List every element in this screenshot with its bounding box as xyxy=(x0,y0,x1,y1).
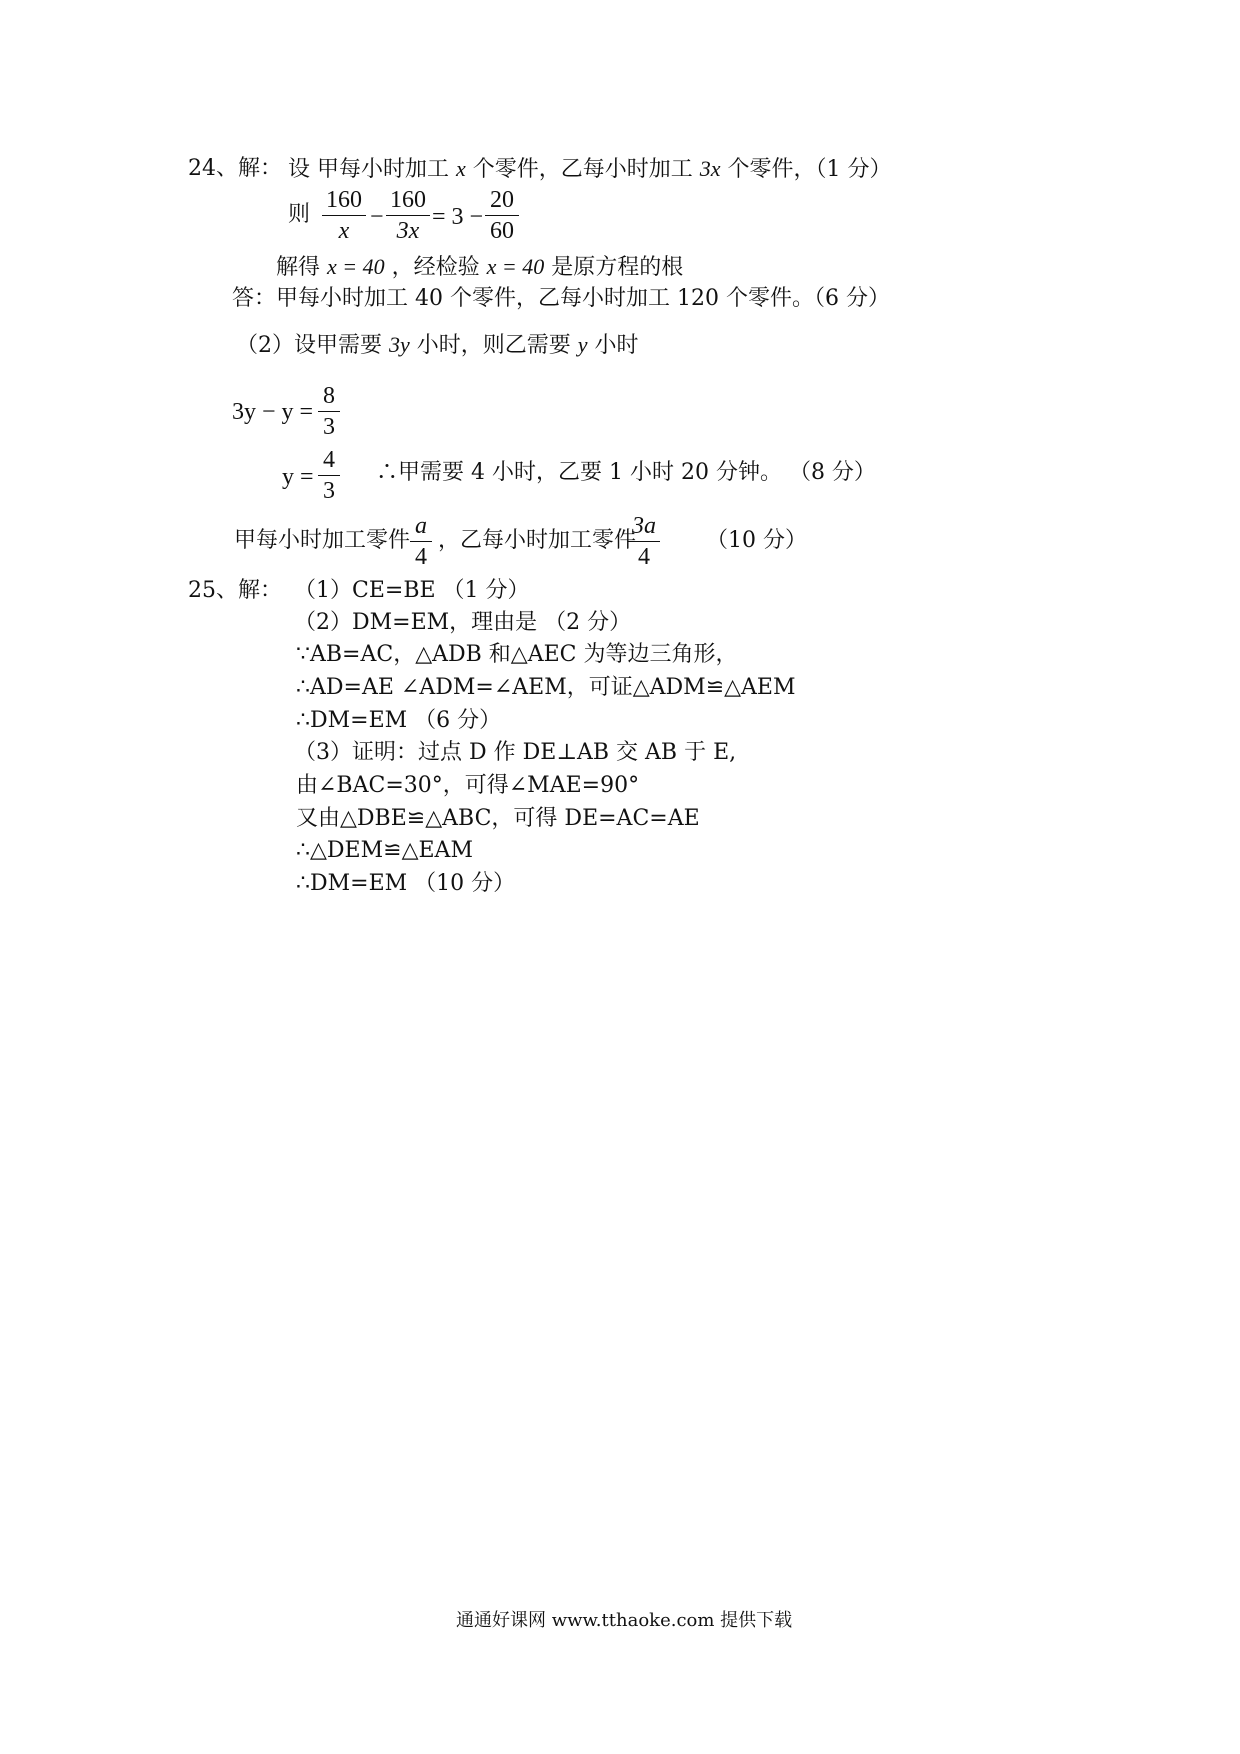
q24-eq3-fraction xyxy=(318,448,340,503)
q24-var-x: x xyxy=(456,156,466,181)
q25-line: ∴DM=EM （10 分） xyxy=(296,871,516,896)
q24-eq2-num: 8 xyxy=(323,383,335,409)
q24-solve-eq-1: x = 40 xyxy=(327,254,385,279)
q24-frac2-den: 3x xyxy=(396,218,420,244)
q24-frac3-num: 20 xyxy=(490,187,514,213)
q24-eq1-minus: − xyxy=(370,204,384,230)
q24-eq3-den: 3 xyxy=(323,478,335,504)
q24-frac1-num: 160 xyxy=(326,187,362,213)
q24-var-3x: 3x xyxy=(699,156,721,181)
q24-part2-line xyxy=(236,334,639,357)
q25-line: ∴AD=AE ∠ADM=∠AEM，可证△ADM≌△AEM xyxy=(296,675,796,700)
q24-setup-text-1: 设 甲每小时加工 xyxy=(288,157,449,182)
q24-last-score: （10 分） xyxy=(706,528,807,553)
q24-frac3-den: 60 xyxy=(490,218,514,244)
q24-eq2-fraction xyxy=(318,384,340,439)
q24-part2-text-2: 小时，则乙需要 xyxy=(416,333,571,358)
q25-line: 又由△DBE≌△ABC，可得 DE=AC=AE xyxy=(296,806,700,831)
q25-line: （3）证明：过点 D 作 DE⊥AB 交 AB 于 E, xyxy=(294,740,737,765)
q24-eq3-lhs: y = xyxy=(282,464,314,490)
q24-last-text-2: ，乙每小时加工零件 xyxy=(438,528,637,553)
q24-eq2-lhs: 3y − y = xyxy=(232,399,314,425)
q24-setup-line xyxy=(288,158,892,181)
q24-header: 24、解： xyxy=(188,156,282,181)
q24-part2-text-1: （2）设甲需要 xyxy=(236,333,382,358)
q24-setup-text-3: 个零件，（1 分） xyxy=(727,157,892,182)
q24-setup-text-2: 个零件，乙每小时加工 xyxy=(472,157,693,182)
q24-last-f2-den: 4 xyxy=(638,544,650,570)
q24-eq2-den: 3 xyxy=(323,414,335,440)
q25-header: 25、解： xyxy=(188,578,282,603)
q24-last-f2-num: 3a xyxy=(632,513,656,539)
q24-solve-eq-2: x = 40 xyxy=(486,254,545,279)
q25-line: （2）DM=EM，理由是 （2 分） xyxy=(294,610,632,635)
q24-frac1-den: x xyxy=(338,218,350,244)
q24-part2-var-3y: 3y xyxy=(389,332,410,357)
q24-solve-line xyxy=(276,256,683,279)
q24-last-text-1: 甲每小时加工零件 xyxy=(234,528,411,553)
q24-frac2-num: 160 xyxy=(390,187,426,213)
q24-fraction-2 xyxy=(386,188,430,243)
q24-fraction-1 xyxy=(322,188,366,243)
q25-line: ∵AB=AC，△ADB 和△AEC 为等边三角形， xyxy=(296,642,738,667)
q25-line: ∴DM=EM （6 分） xyxy=(296,708,502,733)
q25-line: 由∠BAC=30°，可得∠MAE=90° xyxy=(296,773,640,798)
footer-credit: 通通好课网 www.tthaoke.com 提供下载 xyxy=(456,1610,793,1631)
q24-solve-text-2: ，经检验 xyxy=(391,255,480,280)
q24-ze: 则 xyxy=(288,202,311,227)
q24-eq1-mid: = 3 − xyxy=(432,204,484,230)
q24-solve-text-3: 是原方程的根 xyxy=(551,255,684,280)
q24-eq3-num: 4 xyxy=(323,447,335,473)
q24-last-f1-den: 4 xyxy=(415,544,427,570)
q24-last-fraction-2 xyxy=(628,514,660,569)
q25-line: （1）CE=BE （1 分） xyxy=(294,578,530,603)
q24-last-f1-num: a xyxy=(415,513,427,539)
q24-eq3-conclusion: ∴甲需要 4 小时，乙要 1 小时 20 分钟。 （8 分） xyxy=(376,460,876,485)
q24-solve-text-1: 解得 xyxy=(276,255,321,280)
q24-part2-var-y: y xyxy=(577,332,588,357)
q24-answer: 答：甲每小时加工 40 个零件，乙每小时加工 120 个零件。（6 分） xyxy=(232,286,890,311)
q24-part2-text-3: 小时 xyxy=(594,333,639,358)
q24-last-fraction-1 xyxy=(410,514,432,569)
q25-line: ∴△DEM≌△EAM xyxy=(296,838,473,863)
q24-fraction-3 xyxy=(485,188,519,243)
